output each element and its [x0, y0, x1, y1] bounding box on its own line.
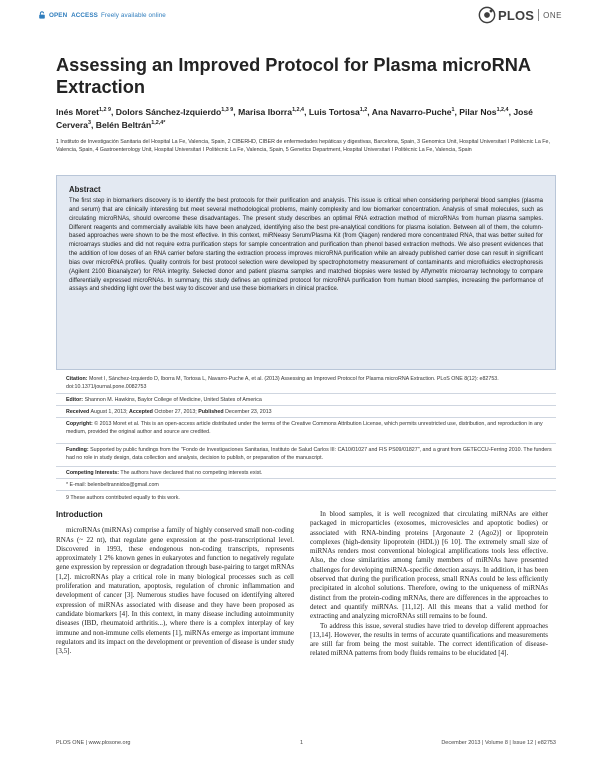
open-access-badge[interactable]: [38, 11, 166, 19]
meta-divider: [56, 405, 556, 406]
author-list: Inés Moret$^{1,2 9}$, Dolors Sánchez-Izquierdo$^{1,3 9}$, Marisa Iborra$^{1,2,4}$, Luis Tortosa$^{1,2}$, Ana Navarro-Puche$^1$, Pilar Nos$^{1,2,4}$, José Cervera$^3$, Belén Beltrán$^{1,2,4*}$: [56, 107, 533, 130]
meta-divider: [56, 466, 556, 467]
editor-text: Shannon M. Hawkins, Baylor College of Medicine, United States of America: [84, 397, 262, 403]
plos-one-logo[interactable]: [478, 6, 562, 24]
introduction-heading: Introduction: [56, 510, 103, 519]
author-name[interactable]: Belén Beltrán: [95, 119, 152, 130]
author-affiliation-marker: 1,2: [359, 107, 368, 114]
author-affiliation-marker: 1,2,4: [496, 107, 509, 114]
page-number: 1: [300, 740, 304, 746]
author-name[interactable]: Ana Navarro-Puche: [371, 107, 452, 117]
body-paragraph: In blood samples, it is well recognized that circulating miRNAs are either packaged in microparticles (exosomes, microvesicles and apoptotic bodies) or associated with RNA-binding proteins [Argonaute 2 (Ago2)] or lipoprotein complexes (high-density lipoprotein (HDL)) [6 10]. The extremely small size of miRNAs renders most conventional biological amplifications tools less effective. Also, the close similarities among family members of miRNAs have presented challenges for developing miRNA-specific detection assays. In addition, it has been observed that during the purification process, small RNAs could be less efficiently precipitated in alcohol solutions. Therefore, owing to the uniqueness of miRNAs distinct from the protein-coding mRNAs, there are differences in the approaches to detect and quantify miRNAs. [11,12]. All this means that a valid method for extracting and analyzing microRNAs still remains to be found.: [310, 510, 548, 621]
author-name[interactable]: José Cervera: [56, 107, 533, 130]
body-column-left: [56, 510, 294, 656]
affiliations: 1 Instituto de Investigación Sanitaria del Hospital La Fe, Valencia, Spain, 2 CIBERHD, CIBER de enfermedades hepáticas y digestivas, Barcelona, Spain, 3 Genomics Unit, Hospital Universitari I Politècnic La Fe, Valencia, Spain, 4 Gastroenterology Unit, Hospital Universitari I Politècnic La Fe, Valencia, Spain, 5 Genetics Department, Hospital Universitari I Politècnic La Fe, Valencia, Spain: [56, 139, 550, 154]
footer-journal[interactable]: PLOS ONE | www.plosone.org: [56, 740, 131, 746]
author-name[interactable]: Inés Moret: [56, 107, 99, 117]
citation-label: Citation:: [66, 376, 88, 382]
body-paragraph: To address this issue, several studies have tried to develop different approaches [13,14]. However, the results in terms of accurate quantifications and measurements are still far from being the most suitable. The correct identification of disease-related miRNA patterns from body fluids remains to be elucidated [4].: [310, 621, 548, 658]
author-name[interactable]: Marisa Iborra: [238, 107, 293, 117]
accepted-label: Accepted: [129, 409, 153, 415]
published-label: Published: [198, 409, 224, 415]
equal-contribution-note: 9 These authors contributed equally to this work.: [66, 495, 180, 501]
body-paragraph: microRNAs (miRNAs) comprise a family of highly conserved small non-coding RNAs (~ 22 nt), that regulate gene expression at the post-transcriptional level. Discovered in 1993, these endogenous non-coding transcripts, represents approximately 1 2% known genes in eukaryotes and function to negatively regulate gene expression by repression or degradation through base-pairing to target mRNAs [1,2]. microRNAs play a critical role in many biological processes such as cell proliferation and maturation, apoptosis, regulation of chronic inflammation and development of cancer [3]. Numerous studies have focused on identifying altered expression of miRNAs associated with disease and they have been proposed as candidate biomarkers [4]. In this context, in many disease including autoimmunity diseases (IBD, rheumatoid arthritis...), where there is a complex interplay of key immune and non-immune cells elements [1], miRNAs emerge as important immune regulators and its impact on the development or prevention of disease is under study [3,5].: [56, 526, 294, 656]
journal-header: [0, 0, 600, 30]
author-affiliation-marker: 1,2,4: [292, 107, 305, 114]
footer-issue: December 2013 | Volume 8 | Issue 12 | e82753: [441, 740, 556, 746]
publication-dates: [66, 409, 556, 417]
logo-suffix: ONE: [543, 10, 562, 20]
funding-label: Funding:: [66, 447, 89, 453]
received-label: Received: [66, 409, 90, 415]
citation-text[interactable]: Moret I, Sánchez-Izquierdo D, Iborra M, Tortosa L, Navarro-Puche A, et al. (2013) Assessing an Improved Protocol for Plasma microRNA Extraction. PLoS ONE 8(12): e82753. doi:10.1371/journal.pone.0082753: [66, 376, 499, 390]
abstract-heading: Abstract: [69, 185, 101, 194]
logo-name: PLOS: [497, 7, 535, 23]
meta-divider: [56, 478, 556, 479]
copyright: [66, 421, 556, 436]
corresponding-email[interactable]: * E-mail: belenbeltrannidos@gmail.com: [66, 482, 159, 488]
meta-divider: [56, 393, 556, 394]
author-name[interactable]: Pilar Nos: [459, 107, 497, 117]
received-date: August 1, 2013;: [90, 409, 128, 415]
funding-text: Supported by public fundings from the "Fondo de Investigaciones Sanitarias, Instituto de Salud Carlos III: CA10/01027 and FIS PS09/01827", and a grant from GETECCU-Ferring 2010. The funders had no role in study design, data collection and analysis, decision to publish, or preparation of the manuscript.: [66, 447, 552, 461]
editor-label: Editor:: [66, 397, 84, 403]
author-affiliation-marker: 1,2,4*: [151, 119, 166, 126]
access-text: ACCESS: [71, 11, 98, 19]
plos-logo-icon: [478, 6, 496, 24]
competing-label: Competing Interests:: [66, 470, 119, 476]
copyright-text: © 2013 Moret et al. This is an open-access article distributed under the terms of the Creative Commons Attribution License, which permits unrestricted use, distribution, and reproduction in any medium, provided the original author and source are credited.: [66, 421, 543, 435]
open-lock-icon: [38, 11, 46, 19]
competing-interests: [66, 470, 556, 478]
copyright-label: Copyright:: [66, 421, 93, 427]
freely-available-text: Freely available online: [100, 11, 166, 19]
open-text: OPEN: [49, 11, 68, 19]
accepted-date: October 27, 2013;: [154, 409, 197, 415]
editor: [66, 397, 556, 405]
body-column-right: [310, 510, 548, 659]
abstract-text: The first step in biomarkers discovery is to identify the best protocols for their purification and analysis. This issue is critical when considering peripheral blood samples (plasma and serum) that are clinically interesting but meet several methodological problems, mainly complexity and low biomarker concentration. Analysis of small molecules, such as circulating microRNAs, should overcome these disadvantages. The present study describes an optimal RNA extraction method of microRNAs from human plasma samples. Different reagents and commercially available kits have been analyzed, identifying also the best pre-analytical conditions for plasma isolation. Between all of them, the column-based approaches were shown to be the most effective. In this context, miRNeasy Serum/Plasma Kit (from Qiagen) rendered more concentrated RNA, that was better suited for microarrays studies and did not require extra purification steps for sample concentration and purification than phenol based extraction methods. We also present evidences that the addition of low doses of an RNA carrier before starting the extraction process improves microRNA purification while an already published carrier dose can result in significant bias over microRNA profiles. Quality controls for best protocol selection were developed by spectrophotometry measurement of contaminants and microfluidics electrophoresis (Agilent 2100 Bioanalyzer) for RNA integrity. Selected donor and patient plasma samples and matched biopsies were tested by Affymetrix microarray technology to compare differentially expressed microRNAs. In summary, this study defines an optimized protocol for microRNA purification from human blood samples, increasing the performance of assays and shedding light over the best way to discover and use these biomarkers in clinical practice.: [69, 198, 543, 293]
author-affiliation-marker: 3: [88, 119, 92, 126]
citation: [66, 376, 556, 391]
meta-divider: [56, 490, 556, 491]
author-name[interactable]: Dolors Sánchez-Izquierdo: [115, 107, 222, 117]
author-name[interactable]: Luis Tortosa: [308, 107, 360, 117]
author-affiliation-marker: 1,2 9: [98, 107, 111, 114]
author-affiliation-marker: 1,3 9: [221, 107, 234, 114]
article-title: Assessing an Improved Protocol for Plasma microRNA Extraction: [56, 55, 531, 97]
logo-divider: [538, 9, 539, 21]
abstract-box: [56, 175, 556, 370]
open-access-lock-glyph: [68, 12, 70, 19]
meta-divider: [56, 443, 556, 444]
author-affiliation-marker: 1: [451, 107, 455, 114]
funding: [66, 447, 556, 462]
competing-text: The authors have declared that no competing interests exist.: [120, 470, 263, 476]
published-date: December 23, 2013: [225, 409, 272, 415]
meta-divider: [56, 417, 556, 418]
